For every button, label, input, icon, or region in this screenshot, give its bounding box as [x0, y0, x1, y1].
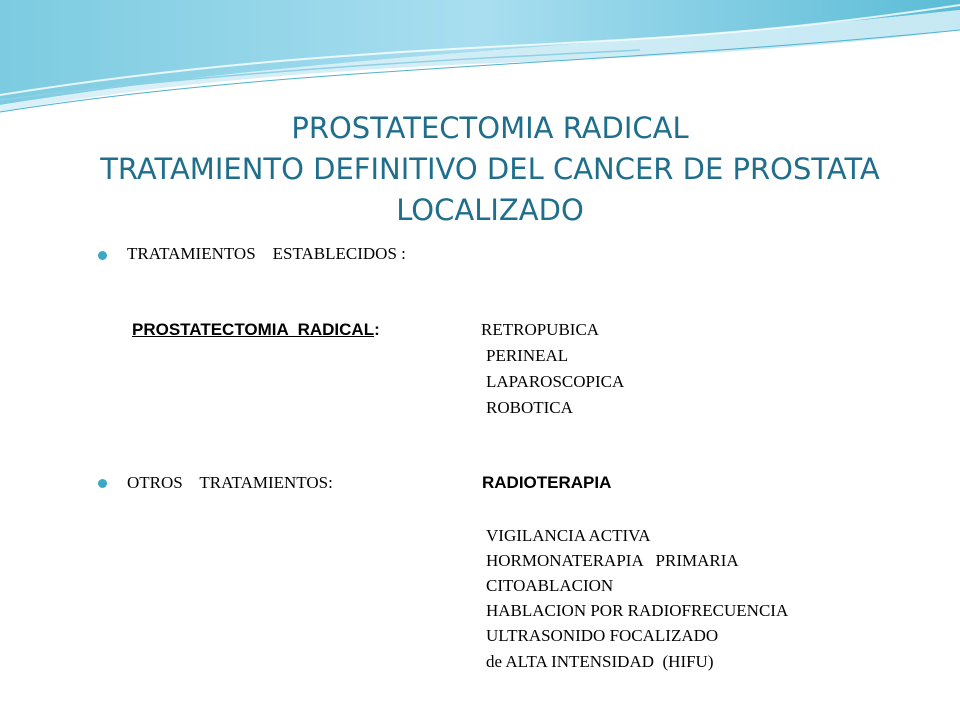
treatment-item: VIGILANCIA ACTIVA — [486, 526, 651, 545]
slide-title — [60, 108, 920, 231]
treatment-radioterapia: RADIOTERAPIA — [482, 473, 612, 492]
title-line-2: TRATAMIENTO DEFINITIVO DEL CANCER DE PROSTATA — [100, 152, 880, 186]
treatment-item: de ALTA INTENSIDAD (HIFU) — [486, 652, 714, 671]
title-line-3: LOCALIZADO — [396, 193, 584, 227]
approach-perineal: PERINEAL — [486, 346, 569, 365]
treatment-item: HORMONATERAPIA PRIMARIA — [486, 551, 739, 570]
treatment-item: HABLACION POR RADIOFRECUENCIA — [486, 601, 789, 620]
approach-robotica: ROBOTICA — [486, 398, 573, 417]
section2-label: OTROS TRATAMIENTOS: — [127, 473, 333, 492]
bullet-icon — [98, 479, 107, 488]
approach-laparoscopica: LAPAROSCOPICA — [486, 372, 625, 391]
section1-label: TRATAMIENTOS ESTABLECIDOS : — [127, 244, 406, 263]
colon: : — [374, 320, 380, 339]
approach-retropubica: RETROPUBICA — [481, 320, 600, 339]
treatment-item: CITOABLACION — [486, 576, 614, 595]
radical-prostatectomy-label — [132, 320, 380, 340]
radical-prostatectomy-text: PROSTATECTOMIA RADICAL — [132, 320, 375, 339]
title-line-1: PROSTATECTOMIA RADICAL — [291, 111, 689, 145]
bullet-icon — [98, 251, 107, 260]
treatment-item: ULTRASONIDO FOCALIZADO — [486, 626, 719, 645]
